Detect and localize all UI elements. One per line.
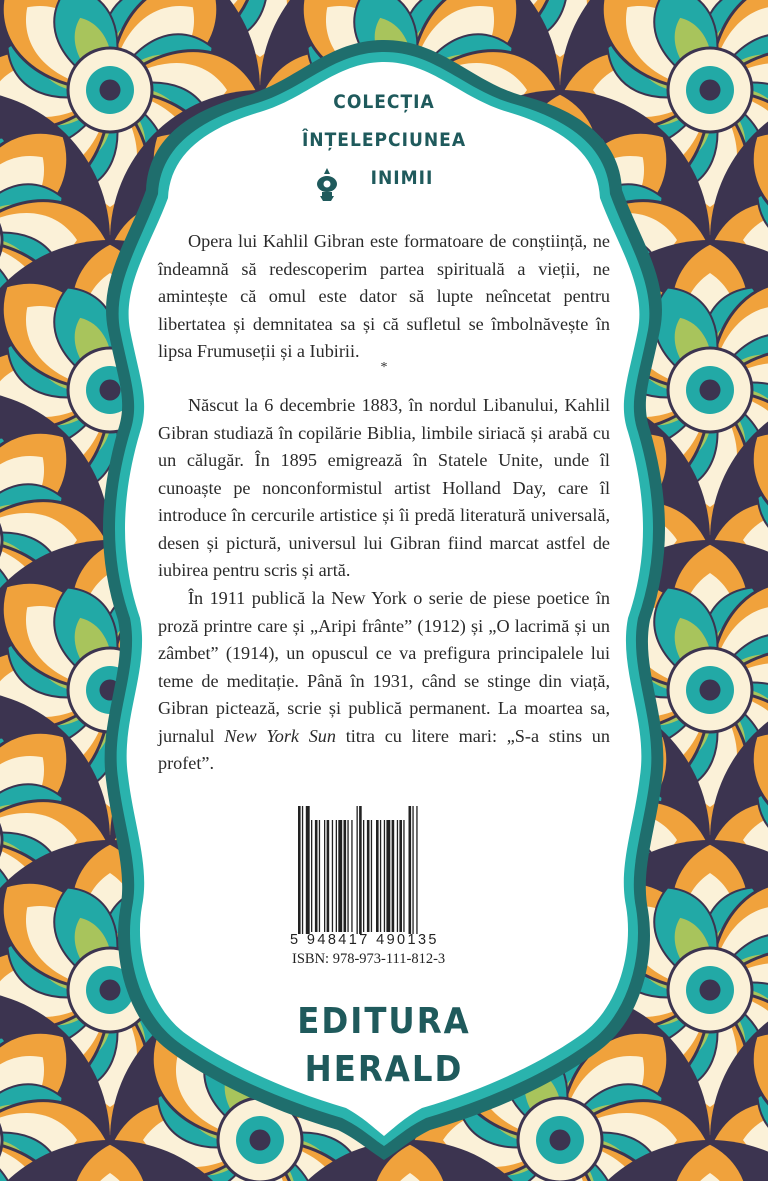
newspaper-title: New York Sun xyxy=(224,725,336,746)
barcode-bar xyxy=(371,820,372,932)
barcode-bar xyxy=(302,806,303,934)
barcode-bar xyxy=(298,806,301,934)
barcode-bar xyxy=(403,820,404,932)
barcode-bar xyxy=(392,820,395,932)
paragraph-intro-text: Opera lui Kahlil Gibran este formatoare de conștiință, ne îndeamnă să redescoperim partea spirituală a vieții, ne amintește că omul este dator să lupte neîncetat pentru libertatea și demnitatea sa și că sufletul se îmbolnăvește în lipsa Frumuseții și a Iubirii. xyxy=(158,231,610,361)
paragraph-works-text-a: În 1911 publică la New York o serie de piese poetice în proză printre care și „Aripi frânte” (1912) și „O lacrimă și un zâmbet” (1914), un opuscul ce va prefigura principalele lui teme de meditație. Până în 1931, când se stinge din viață, Gibran pictează, scrie și publică permanent. La moartea sa, jurnalul xyxy=(158,588,610,746)
barcode-bar xyxy=(399,820,402,932)
barcode-bar xyxy=(384,820,385,932)
barcode-bar xyxy=(416,806,417,934)
barcode-bar xyxy=(412,806,413,934)
paragraph-biography-text: Născut la 6 decembrie 1883, în nordul Libanului, Kahlil Gibran studiază în copilărie Biblia, limbile siriacă și arabă cu un călugăr. În 1895 emigrează în Statele Unite, unde îl cunoaște pe nonconformistul artist Holland Day, care îl introduce în cercurile artistice și îi predă literatură universală, desen și pictură, universul lui Gibran fiind marcat astfel de iubirea pentru scris și artă. xyxy=(158,395,610,580)
barcode-bar xyxy=(363,820,364,932)
publisher-name-line-1: EDITURA xyxy=(297,1001,471,1042)
barcode xyxy=(288,800,478,935)
barcode-bar xyxy=(338,820,342,932)
barcode-bar xyxy=(344,820,347,932)
paragraph-biography xyxy=(158,392,610,585)
barcode-bar xyxy=(397,820,398,932)
barcode-bar xyxy=(311,820,312,932)
barcode-bar xyxy=(359,806,362,934)
barcode-bar xyxy=(376,820,379,932)
barcode-bar xyxy=(315,820,318,932)
paragraph-intro xyxy=(158,228,610,366)
paragraph-works-text xyxy=(158,585,610,778)
isbn-number: ISBN: 978-973-111-812-3 xyxy=(292,951,446,967)
barcode-bar xyxy=(409,806,412,934)
barcode-bar xyxy=(324,820,325,932)
barcode-bar xyxy=(327,820,330,932)
publisher-name-line-2: HERALD xyxy=(304,1049,464,1090)
barcode-bar xyxy=(380,820,381,932)
paragraph-works-text-b: titra cu litere mari: „S-a stins un profet”. xyxy=(158,725,610,773)
series-title-line-1: COLECȚIA xyxy=(333,91,435,113)
barcode-bar xyxy=(386,820,390,932)
paragraph-works xyxy=(158,585,610,778)
barcode-bar xyxy=(332,820,333,932)
series-title-line-3: INIMII xyxy=(370,167,434,189)
barcode-bar xyxy=(357,806,358,934)
barcode-bar xyxy=(351,820,352,932)
barcode-bar xyxy=(306,806,310,934)
separator-asterisk: * xyxy=(380,360,388,375)
barcode-bar xyxy=(336,820,337,932)
barcode-digits: 5 948417 490135 xyxy=(290,932,439,948)
series-title-line-2: ÎNȚELEPCIUNEA xyxy=(301,129,467,151)
barcode-bar xyxy=(367,820,370,932)
barcode-bar xyxy=(347,820,348,932)
barcode-bar xyxy=(319,820,320,932)
